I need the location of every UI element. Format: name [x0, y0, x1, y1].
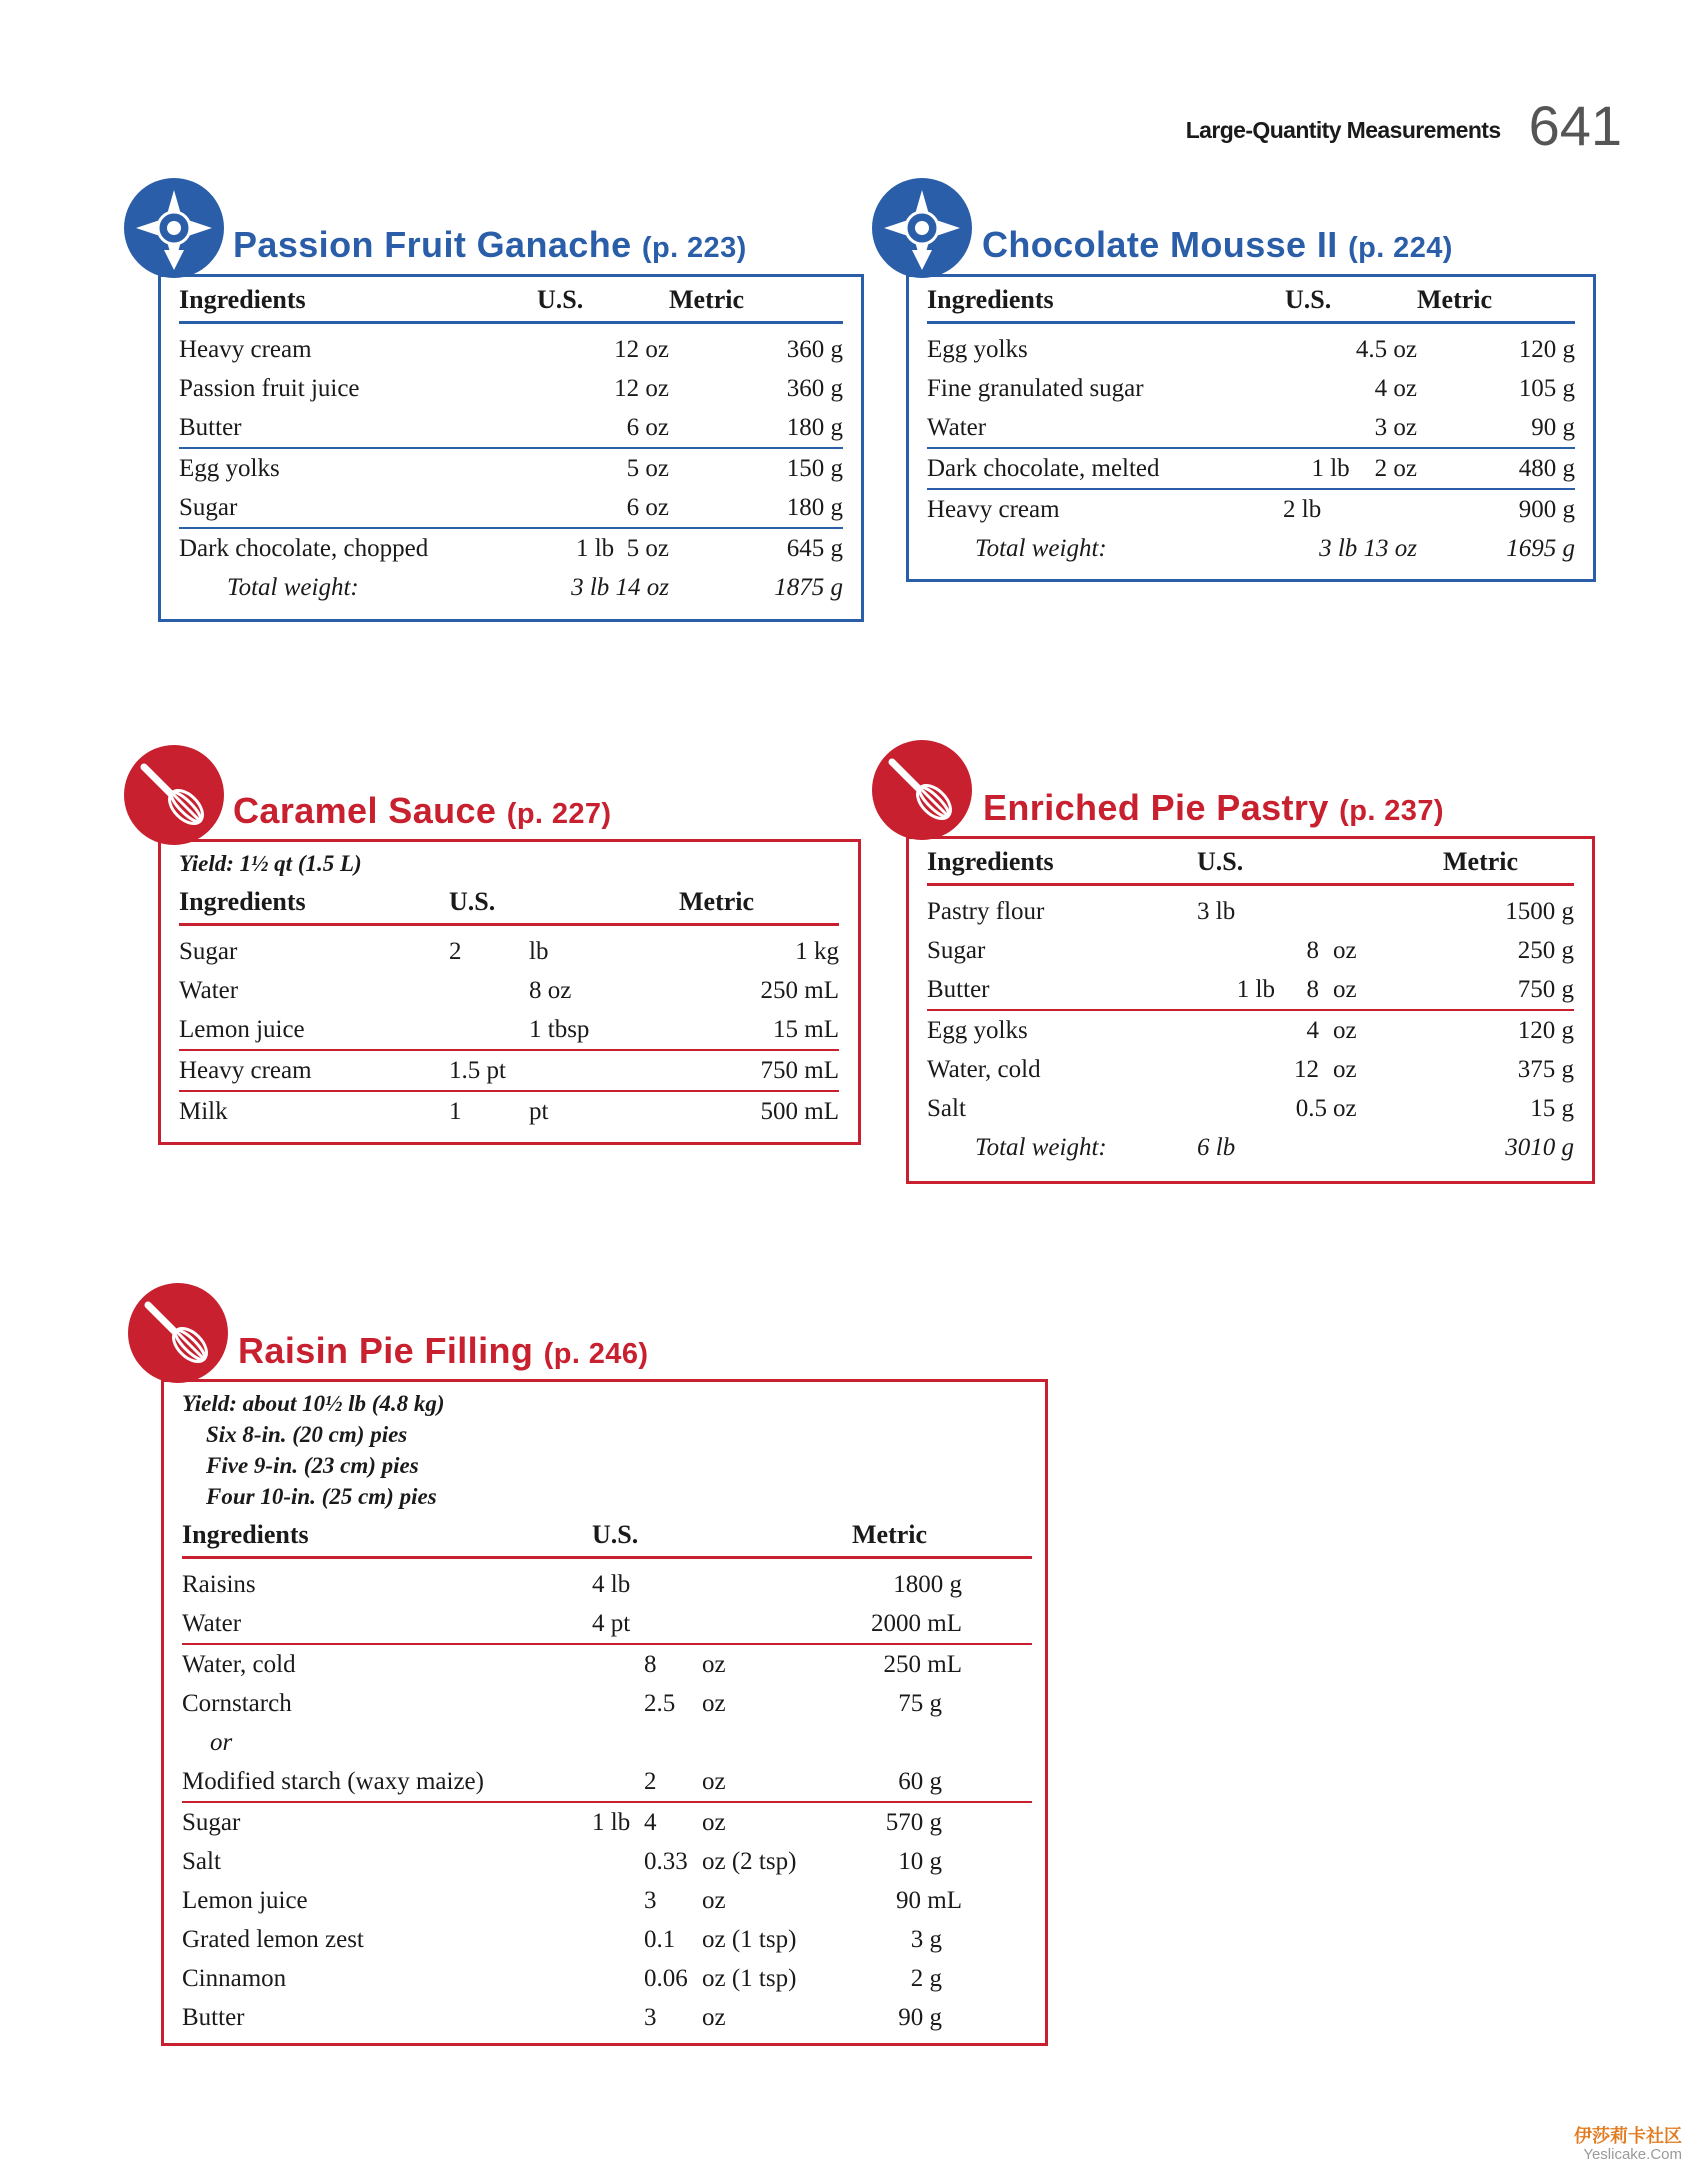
us-unit [1333, 885, 1443, 932]
metric-amount: 645 g [669, 528, 843, 568]
ingredient-name: Cinnamon [182, 1964, 287, 1992]
table-row [179, 1050, 839, 1091]
table-row [182, 1881, 1032, 1920]
whisk-icon [872, 740, 972, 840]
us-amount: 1.5 pt [449, 1050, 529, 1091]
table-header [179, 885, 839, 925]
us-amount: 12 oz [614, 335, 669, 363]
metric-amount: 2000 mL [871, 1609, 962, 1637]
us-amount: 8 [1306, 975, 1319, 1003]
us-unit: oz (1 tsp) [702, 1925, 797, 1953]
ingredient-name: Water [182, 1609, 242, 1637]
recipe-box [158, 839, 861, 1145]
us-unit [529, 1050, 679, 1091]
us-amount: 1 lb 5 oz [509, 528, 669, 568]
metric-amount: 250 mL [852, 1644, 962, 1684]
total-label: Total weight: [975, 1133, 1107, 1161]
recipe-box [161, 1379, 1048, 2046]
ingredients-table [927, 845, 1574, 1167]
us-amount: 0.1 [644, 1925, 676, 1953]
table-row [182, 1959, 1032, 1998]
col-us: U.S. [1267, 283, 1417, 323]
ingredient-name: Heavy cream [927, 489, 1267, 529]
metric-amount: 1500 g [1505, 897, 1574, 925]
table-header [182, 1518, 1032, 1558]
us-amount: 1 lb 2 oz [1267, 448, 1417, 489]
us-unit: oz [1333, 936, 1357, 964]
table-row [179, 448, 843, 488]
us-unit: oz [702, 1689, 726, 1717]
us-amount: 8 [644, 1644, 702, 1684]
table-row [179, 925, 839, 972]
us-amount [449, 971, 529, 1010]
metric-amount: 90 g [898, 2003, 942, 2031]
ingredient-name: Cornstarch [182, 1689, 292, 1717]
us-unit: oz [1333, 1094, 1357, 1122]
ingredients-table [182, 1518, 1032, 2037]
table-row [179, 408, 843, 448]
us-amount: 0.33 [644, 1847, 688, 1875]
metric-amount: 480 g [1417, 448, 1575, 489]
table-row [179, 1091, 839, 1131]
col-us: U.S. [509, 283, 669, 323]
recipe-box [906, 274, 1596, 582]
us-unit: 1 tbsp [529, 1015, 590, 1043]
metric-amount: 180 g [786, 413, 843, 441]
yield-pies: Six 8-in. (20 cm) pies [206, 1422, 408, 1447]
total-metric: 1875 g [774, 573, 843, 601]
us-lb [592, 1842, 644, 1881]
metric-amount: 375 g [1517, 1055, 1574, 1083]
table-row [182, 1684, 1032, 1723]
metric-amount: 750 mL [679, 1050, 839, 1091]
ingredient-name: Butter [179, 413, 242, 441]
ingredients-table [927, 283, 1575, 568]
table-row [182, 1920, 1032, 1959]
us-amount: 0.06 [644, 1964, 688, 1992]
table-row [182, 1842, 1032, 1881]
metric-amount: 180 g [786, 493, 843, 521]
us-lb: 4 lb [592, 1570, 631, 1598]
ingredient-name: Salt [927, 1094, 966, 1122]
us-amount: 4.5 oz [1355, 335, 1417, 363]
ingredient-name: Heavy cream [179, 335, 312, 363]
us-amount: 1 [449, 1091, 529, 1131]
metric-amount: 75 g [898, 1689, 942, 1717]
metric-amount: 750 g [1517, 975, 1574, 1003]
metric-amount: 2 g [910, 1964, 942, 1992]
col-ingredients: Ingredients [182, 1518, 592, 1558]
table-row [927, 931, 1574, 970]
ingredient-name: Passion fruit juice [179, 374, 360, 402]
us-lb: 3 lb [1197, 897, 1236, 925]
table-row [182, 1802, 1032, 1842]
metric-amount: 15 g [1530, 1094, 1574, 1122]
ingredient-name: Egg yolks [927, 1010, 1197, 1050]
ingredient-name: Heavy cream [179, 1050, 449, 1091]
us-amount: 3 [644, 2003, 657, 2031]
metric-amount: 1800 g [893, 1570, 962, 1598]
recipe-title: Raisin Pie Filling [238, 1330, 534, 1371]
ingredient-name: Sugar [179, 937, 238, 965]
whisk-icon [124, 745, 224, 845]
ingredient-name: Grated lemon zest [182, 1925, 364, 1953]
col-metric: Metric [852, 1518, 1032, 1558]
ingredient-name: Lemon juice [179, 1015, 305, 1043]
us-unit: oz [1333, 1010, 1443, 1050]
us-unit: oz (1 tsp) [702, 1964, 797, 1992]
us-amount: 8 [1306, 936, 1319, 964]
watermark-cn: 伊莎莉卡社区 [1574, 2125, 1682, 2146]
metric-amount: 500 mL [679, 1091, 839, 1131]
table-row [182, 1762, 1032, 1802]
recipe-title: Passion Fruit Ganache [233, 224, 632, 265]
col-ingredients: Ingredients [927, 283, 1267, 323]
table-row [927, 1089, 1574, 1128]
ingredient-name: Dark chocolate, chopped [179, 528, 509, 568]
col-us: U.S. [592, 1518, 852, 1558]
metric-amount: 120 g [1518, 335, 1575, 363]
yield-pies: Five 9-in. (23 cm) pies [206, 1453, 419, 1478]
total-us: 6 lb [1197, 1133, 1236, 1161]
us-unit [702, 1604, 852, 1644]
us-lb [1197, 1010, 1275, 1050]
us-unit: oz [702, 1802, 852, 1842]
recipe-title: Enriched Pie Pastry [983, 787, 1329, 828]
metric-amount: 360 g [786, 374, 843, 402]
total-metric: 1695 g [1506, 534, 1575, 562]
section-title: Large-Quantity Measurements [1185, 117, 1501, 143]
cordon-bleu-seal-icon [872, 178, 972, 278]
page-reference: (p. 237) [1339, 795, 1444, 827]
ingredient-name: Egg yolks [927, 335, 1028, 363]
us-amount: 2 [644, 1767, 657, 1795]
table-row [927, 369, 1575, 408]
or-label: or [210, 1728, 233, 1756]
us-unit: oz [702, 1644, 852, 1684]
us-lb: 1 lb [1236, 975, 1275, 1003]
total-label: Total weight: [975, 534, 1107, 562]
page-reference: (p. 227) [506, 798, 612, 830]
ingredient-name: Dark chocolate, melted [927, 448, 1267, 489]
us-unit: oz [1333, 1055, 1357, 1083]
page-reference: (p. 224) [1348, 232, 1453, 264]
us-amount: 12 [1294, 1055, 1319, 1083]
ingredient-name: Modified starch (waxy maize) [182, 1767, 484, 1795]
us-unit: oz (2 tsp) [702, 1847, 797, 1875]
table-row [179, 971, 839, 1010]
us-amount: 3 [644, 1886, 657, 1914]
ingredient-name: Butter [927, 975, 990, 1003]
col-metric: Metric [679, 885, 839, 925]
us-amount: 2 lb [1267, 489, 1417, 529]
table-row [927, 489, 1575, 529]
us-amount: 4 [1275, 1010, 1333, 1050]
us-lb [592, 1920, 644, 1959]
metric-amount: 250 g [1517, 936, 1574, 964]
cordon-bleu-seal-icon [124, 178, 224, 278]
ingredients-table [179, 283, 843, 607]
us-lb [1197, 1050, 1275, 1089]
us-unit: oz [702, 2003, 726, 2031]
us-amount: 4 [644, 1802, 702, 1842]
col-ingredients: Ingredients [927, 845, 1197, 885]
ingredient-name: Water, cold [182, 1644, 592, 1684]
recipe-box [906, 836, 1595, 1184]
col-us: U.S. [1197, 845, 1443, 885]
us-amount [449, 1010, 529, 1050]
us-unit: lb [529, 937, 549, 965]
metric-amount: 90 mL [896, 1886, 962, 1914]
table-row [179, 1010, 839, 1050]
ingredient-name: Sugar [927, 936, 986, 964]
metric-amount: 105 g [1518, 374, 1575, 402]
total-row [927, 529, 1575, 568]
total-us: 3 lb 14 oz [571, 573, 669, 601]
page-number: 641 [1528, 94, 1622, 157]
watermark-en: Yeslicake.Com [1583, 2145, 1682, 2163]
table-row [182, 1644, 1032, 1684]
page-reference: (p. 223) [641, 232, 747, 264]
table-row [927, 970, 1574, 1010]
table-row [182, 1604, 1032, 1644]
table-header [179, 283, 843, 323]
ingredient-name: Egg yolks [179, 448, 509, 488]
ingredient-name: Milk [179, 1091, 449, 1131]
ingredient-name: Salt [182, 1847, 221, 1875]
metric-amount: 120 g [1443, 1010, 1574, 1050]
col-us: U.S. [449, 885, 679, 925]
metric-amount: 90 g [1531, 413, 1575, 441]
ingredient-name: Fine granulated sugar [927, 374, 1144, 402]
us-amount: 0.5 [1295, 1094, 1327, 1122]
total-row [179, 568, 843, 607]
metric-amount: 15 mL [773, 1015, 839, 1043]
us-unit: oz [702, 1767, 726, 1795]
table-row [179, 323, 843, 370]
us-lb [592, 1684, 644, 1723]
table-row [182, 1723, 1032, 1762]
metric-amount: 360 g [786, 335, 843, 363]
metric-amount: 570 g [852, 1802, 962, 1842]
table-row [179, 488, 843, 528]
table-row [927, 885, 1574, 932]
running-head [1185, 94, 1622, 157]
recipe-title: Chocolate Mousse II [982, 224, 1338, 265]
col-metric: Metric [669, 283, 843, 323]
table-row [927, 448, 1575, 489]
us-amount: 3 oz [1374, 413, 1417, 441]
recipe-title: Caramel Sauce [233, 790, 497, 831]
ingredient-name: Butter [182, 2003, 245, 2031]
total-row [927, 1128, 1574, 1167]
ingredient-name: Lemon juice [182, 1886, 308, 1914]
us-unit: oz [1333, 975, 1357, 1003]
us-amount: 12 oz [614, 374, 669, 402]
table-row [179, 528, 843, 568]
table-row [927, 408, 1575, 448]
us-unit: oz [702, 1886, 726, 1914]
ingredient-name: Water [179, 976, 239, 1004]
table-header [927, 845, 1574, 885]
us-amount: 2 [449, 937, 462, 965]
col-metric: Metric [1417, 283, 1575, 323]
metric-amount: 60 g [898, 1767, 942, 1795]
ingredient-name: Pastry flour [927, 897, 1045, 925]
metric-amount: 150 g [669, 448, 843, 488]
metric-amount: 900 g [1417, 489, 1575, 529]
col-metric: Metric [1443, 845, 1574, 885]
us-amount: 2.5 [644, 1689, 676, 1717]
ingredient-name: Raisins [182, 1570, 256, 1598]
ingredient-name: Sugar [179, 493, 238, 521]
us-lb: 4 pt [592, 1609, 631, 1637]
table-row [182, 1998, 1032, 2037]
table-row [179, 369, 843, 408]
total-metric: 3010 g [1505, 1133, 1574, 1161]
ingredients-table [179, 885, 839, 1131]
us-amount: 5 oz [509, 448, 669, 488]
us-lb [592, 1998, 644, 2037]
table-row [927, 323, 1575, 370]
us-lb: 1 lb [592, 1802, 644, 1842]
total-us: 3 lb 13 oz [1319, 534, 1417, 562]
yield: Yield: 1½ qt (1.5 L) [179, 851, 362, 876]
us-lb [592, 1881, 644, 1920]
table-row [182, 1558, 1032, 1605]
whisk-icon [128, 1283, 228, 1383]
ingredient-name: Sugar [182, 1802, 592, 1842]
us-amount: 6 oz [626, 493, 669, 521]
total-label: Total weight: [227, 573, 359, 601]
table-header [927, 283, 1575, 323]
us-lb [1197, 931, 1275, 970]
us-unit: pt [529, 1091, 679, 1131]
us-lb [1197, 1089, 1275, 1128]
us-amount: 4 oz [1374, 374, 1417, 402]
us-lb [592, 1644, 644, 1684]
metric-amount: 1 kg [795, 937, 839, 965]
us-lb [592, 1762, 644, 1802]
watermark [1574, 2127, 1682, 2163]
us-unit [702, 1558, 852, 1605]
us-amount [1275, 885, 1333, 932]
us-lb [592, 1959, 644, 1998]
yield-pies: Four 10-in. (25 cm) pies [206, 1484, 437, 1509]
yield: Yield: about 10½ lb (4.8 kg) [182, 1391, 445, 1416]
ingredient-name: Water, cold [927, 1055, 1041, 1083]
metric-amount: 10 g [898, 1847, 942, 1875]
table-row [927, 1010, 1574, 1050]
metric-amount: 3 g [910, 1925, 942, 1953]
col-ingredients: Ingredients [179, 885, 449, 925]
recipe-box [158, 274, 864, 622]
ingredient-name: Water [927, 413, 987, 441]
us-amount: 6 oz [626, 413, 669, 441]
page-reference: (p. 246) [543, 1338, 649, 1370]
table-row [927, 1050, 1574, 1089]
us-unit: 8 oz [529, 976, 572, 1004]
col-ingredients: Ingredients [179, 283, 509, 323]
metric-amount: 250 mL [760, 976, 839, 1004]
